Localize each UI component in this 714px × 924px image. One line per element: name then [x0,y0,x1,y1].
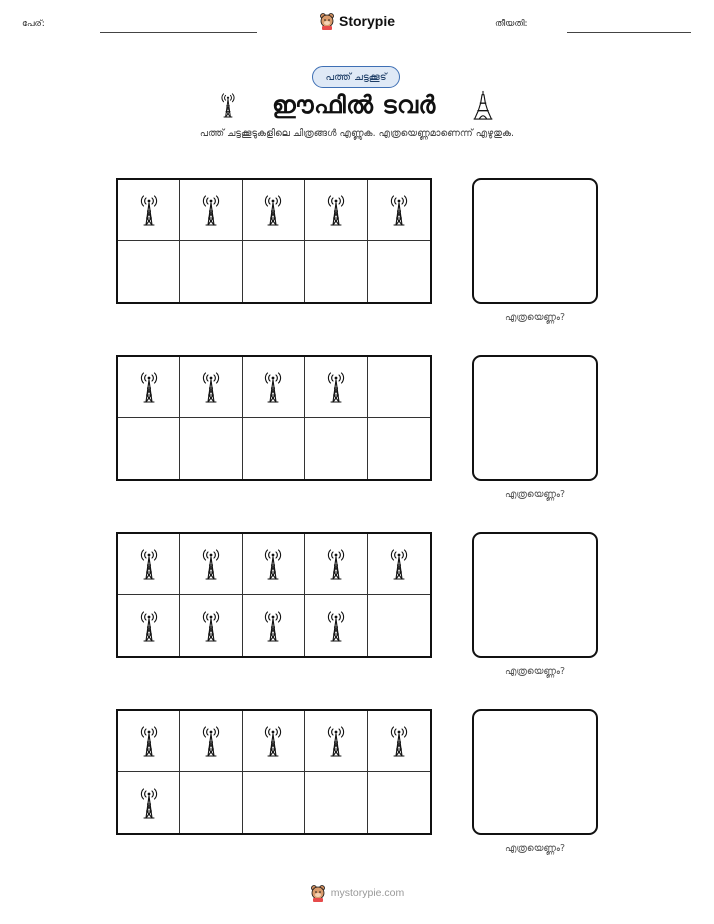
ten-frame-cell [243,357,305,418]
radio-tower-icon [326,544,346,584]
radio-tower-icon [220,90,236,120]
ten-frame-cell [368,357,430,418]
answer-box[interactable] [472,178,598,304]
ten-frame-cell [368,595,430,656]
ten-frame-cell [118,418,180,479]
ten-frame-cell [305,534,367,595]
radio-tower-icon [263,544,283,584]
ten-frame-cell [305,241,367,302]
bear-mascot-icon [310,884,326,902]
ten-frame-cell [180,418,242,479]
ten-frame-cell [368,711,430,772]
answer-box[interactable] [472,355,598,481]
how-many-label: എത്രയെണ്ണം? [504,489,566,500]
how-many-label: എത്രയെണ്ണം? [504,843,566,854]
radio-tower-icon [326,721,346,761]
ten-frame-cell [180,711,242,772]
radio-tower-icon [326,367,346,407]
how-many-label: എത്രയെണ്ണം? [504,312,566,323]
ten-frame [116,178,432,304]
radio-tower-icon [201,367,221,407]
ten-frame-cell [368,180,430,241]
ten-frame-cell [305,595,367,656]
ten-frame-cell [180,772,242,833]
ten-frame [116,709,432,835]
radio-tower-icon [389,721,409,761]
how-many-label: എത്രയെണ്ണം? [504,666,566,677]
ten-frame-cell [180,357,242,418]
ten-frame-cell [243,711,305,772]
radio-tower-icon [139,367,159,407]
ten-frame-cell [118,180,180,241]
ten-frame-cell [180,595,242,656]
ten-frame-cell [118,772,180,833]
ten-frame-cell [118,711,180,772]
answer-box[interactable] [472,709,598,835]
topic-badge [312,66,400,88]
radio-tower-icon [326,190,346,230]
ten-frame-cell [243,180,305,241]
radio-tower-icon [389,544,409,584]
ten-frame-cell [368,418,430,479]
ten-frame-cell [305,418,367,479]
bear-mascot-icon [319,12,335,30]
radio-tower-icon [201,721,221,761]
page-title: ഈഫിൽ ടവർ [272,91,436,119]
radio-tower-icon [139,783,159,823]
radio-tower-icon [139,606,159,646]
name-field[interactable] [100,32,257,33]
ten-frame-cell [368,241,430,302]
radio-tower-icon [201,544,221,584]
radio-tower-icon [139,190,159,230]
ten-frame [116,355,432,481]
ten-frame-cell [118,357,180,418]
eiffel-tower-icon [472,90,494,120]
radio-tower-icon [139,544,159,584]
ten-frame-cell [243,418,305,479]
ten-frame-cell [243,772,305,833]
radio-tower-icon [139,721,159,761]
ten-frame [116,532,432,658]
ten-frame-cell [305,711,367,772]
ten-frame-cell [180,534,242,595]
radio-tower-icon [389,190,409,230]
ten-frame-cell [368,534,430,595]
ten-frame-cell [180,241,242,302]
brand-logo [0,12,714,30]
topic-badge-label: പത്ത് ചട്ടക്കൂട് [325,71,387,83]
ten-frame-cell [305,772,367,833]
ten-frame-cell [305,180,367,241]
ten-frame-cell [243,241,305,302]
ten-frame-cell [243,534,305,595]
radio-tower-icon [263,190,283,230]
radio-tower-icon [326,606,346,646]
ten-frame-cell [368,772,430,833]
answer-box[interactable] [472,532,598,658]
ten-frame-cell [118,241,180,302]
ten-frame-cell [118,595,180,656]
ten-frame-cell [118,534,180,595]
radio-tower-icon [263,721,283,761]
instructions: പത്ത് ചട്ടക്കൂടുകളിലെ ചിത്രങ്ങൾ എണ്ണുക. എത്രയെണ്ണമാണെന്ന് എഴുതുക. [199,128,515,139]
title-row [0,90,714,120]
footer [0,884,714,902]
date-label: തീയതി: [495,19,528,29]
name-label: പേര്: [22,19,45,29]
radio-tower-icon [263,367,283,407]
ten-frame-cell [305,357,367,418]
ten-frame-cell [180,180,242,241]
radio-tower-icon [263,606,283,646]
brand-name: Storypie [338,13,395,29]
radio-tower-icon [201,606,221,646]
footer-url: mystorypie.com [330,887,405,899]
radio-tower-icon [201,190,221,230]
date-field[interactable] [567,32,691,33]
ten-frame-cell [243,595,305,656]
